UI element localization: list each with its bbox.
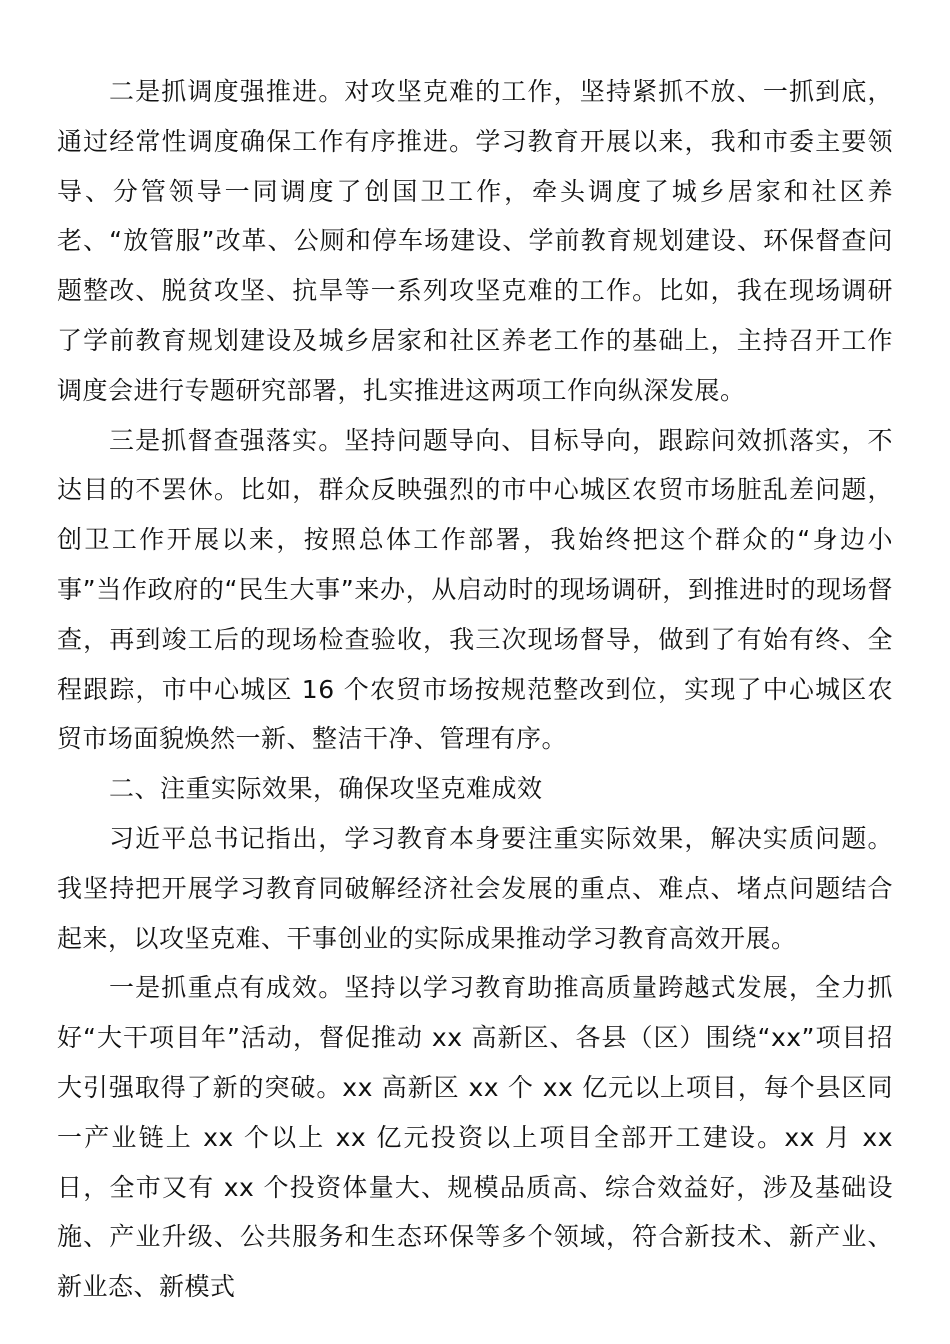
- paragraph-xi-quote: 习近平总书记指出，学习教育本身要注重实际效果，解决实质问题。我坚持把开展学习教育同破解经济社会发展的重点、难点、堵点问题结合起来，以攻坚克难、干事创业的实际成果推动学习教育高效开展。: [57, 823, 893, 953]
- paragraph-key-projects: 一是抓重点有成效。坚持以学习教育助推高质量跨越式发展，全力抓好“大干项目年”活动，督促推动 xx 高新区、各县（区）围绕“xx”项目招大引强取得了新的突破。xx 高新区 xx 个 xx 亿元以上项目，每个县区同一产业链上 xx 个以上 xx 亿元投资以上项目全部开工建设。xx 月 xx 日，全市又有 xx 个投资体量大、规模品质高、综合效益好，涉及基础设施、产业升级、公共服务和生态环保等多个领域，符合新技术、新产业、新业态、新模式: [57, 973, 893, 1302]
- paragraph-scheduling: 二是抓调度强推进。对攻坚克难的工作，坚持紧抓不放、一抓到底，通过经常性调度确保工作有序推进。学习教育开展以来，我和市委主要领导、分管领导一同调度了创国卫工作，牵头调度了城乡居家和社区养老、“放管服”改革、公厕和停车场建设、学前教育规划建设、环保督查问题整改、脱贫攻坚、抗旱等一系列攻坚克难的工作。比如，我在现场调研了学前教育规划建设及城乡居家和社区养老工作的基础上，主持召开工作调度会进行专题研究部署，扎实推进这两项工作向纵深发展。: [57, 77, 893, 405]
- section-heading: 二、注重实际效果，确保攻坚克难成效: [109, 774, 543, 804]
- document-page: [57, 67, 893, 1312]
- paragraph-supervision: 三是抓督查强落实。坚持问题导向、目标导向，跟踪问效抓落实，不达目的不罢休。比如，群众反映强烈的市中心城区农贸市场脏乱差问题，创卫工作开展以来，按照总体工作部署，我始终把这个群众的“身边小事”当作政府的“民生大事”来办，从启动时的现场调研，到推进时的现场督查，再到竣工后的现场检查验收，我三次现场督导，做到了有始有终、全程跟踪，市中心城区 16 个农贸市场按规范整改到位，实现了中心城区农贸市场面貌焕然一新、整洁干净、管理有序。: [57, 425, 893, 754]
